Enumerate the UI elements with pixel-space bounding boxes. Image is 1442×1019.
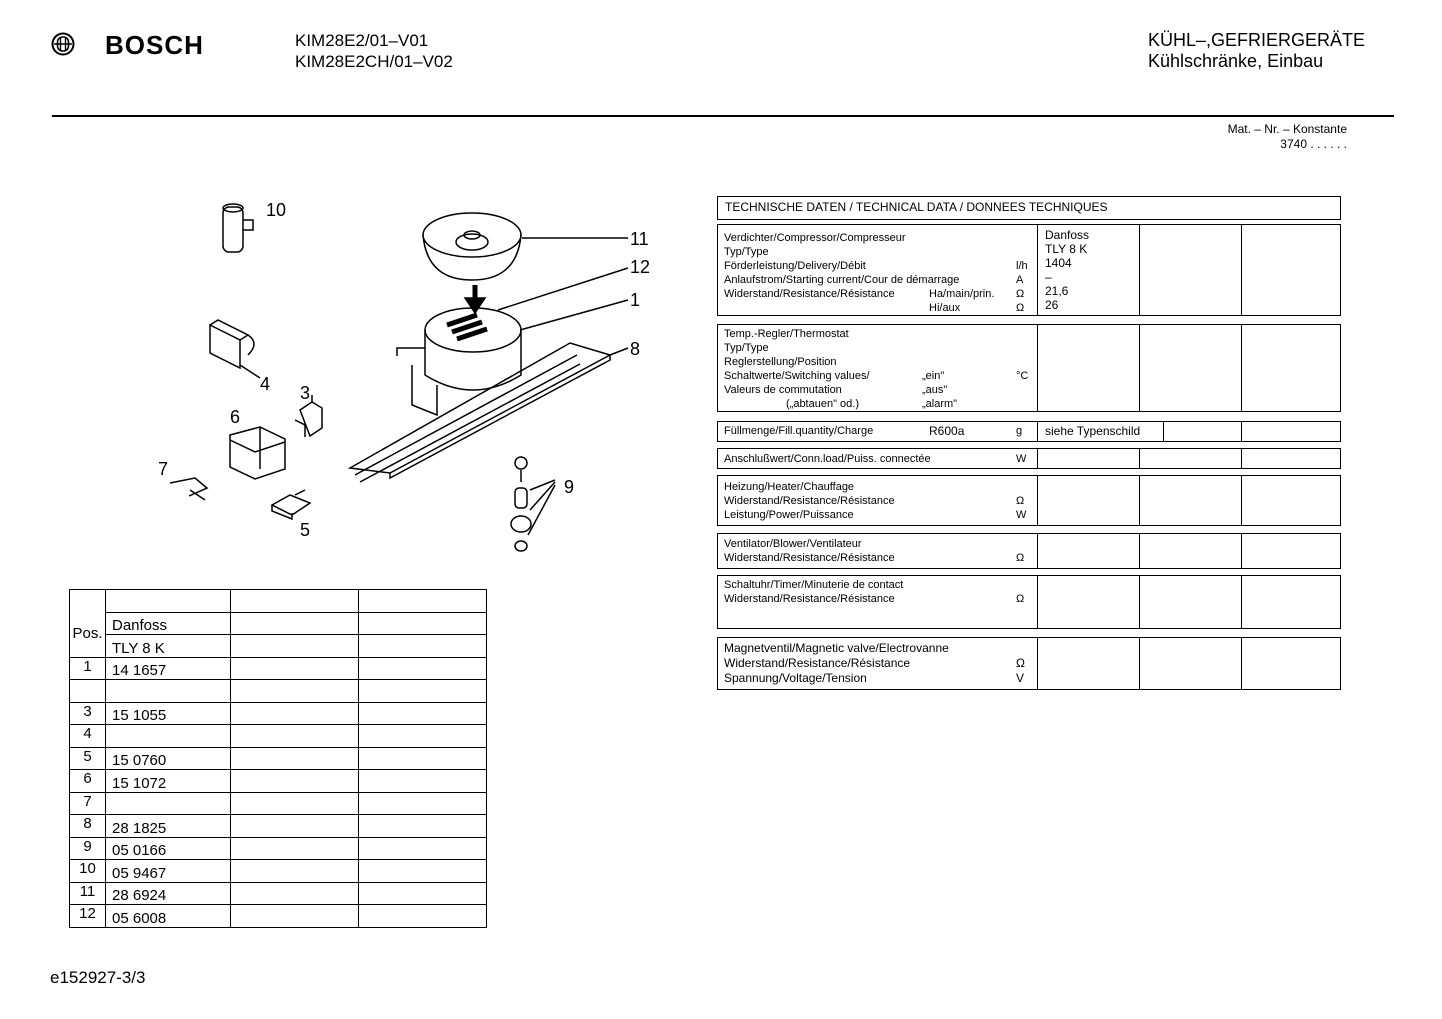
pos-cell: 8 bbox=[70, 815, 106, 838]
part-number-cell bbox=[106, 792, 231, 815]
commutation-label: Valeurs de commutation bbox=[724, 384, 842, 396]
heater-labels bbox=[718, 476, 1038, 525]
model-numbers bbox=[295, 30, 453, 72]
cell bbox=[359, 612, 487, 635]
table-row bbox=[70, 792, 487, 815]
aux-unit: Ω bbox=[1016, 302, 1025, 314]
cell bbox=[1242, 225, 1342, 315]
exploded-parts-diagram bbox=[150, 190, 670, 565]
delivery-label: Förderleistung/Delivery/Débit bbox=[724, 260, 866, 272]
cell bbox=[359, 905, 487, 928]
cell bbox=[359, 792, 487, 815]
model-line-2: KIM28E2CH/01–V02 bbox=[295, 52, 453, 71]
category-line-1: KÜHL–,GEFRIERGERÄTE bbox=[1148, 30, 1366, 50]
compressor-title: Verdichter/Compressor/Compresseur bbox=[724, 232, 906, 244]
pos-cell: 3 bbox=[70, 702, 106, 725]
cell bbox=[1164, 422, 1242, 441]
resistance-unit: Ω bbox=[1016, 552, 1025, 564]
main-resistance-value: 21,6 bbox=[1045, 284, 1069, 298]
category bbox=[1148, 30, 1365, 72]
cell bbox=[359, 590, 487, 613]
connload-labels bbox=[718, 449, 1038, 468]
resistance-label: Widerstand/Resistance/Résistance bbox=[724, 495, 895, 507]
compressor-block bbox=[717, 224, 1341, 316]
part-7-wire-clip-icon bbox=[170, 478, 207, 500]
cell bbox=[359, 702, 487, 725]
callout-12: 12 bbox=[630, 257, 651, 277]
cell bbox=[1140, 449, 1242, 468]
resistance-unit: Ω bbox=[1016, 495, 1025, 507]
pos-cell: 1 bbox=[70, 657, 106, 680]
compressor-labels bbox=[718, 225, 1038, 315]
cell bbox=[1038, 576, 1140, 628]
cell bbox=[231, 680, 359, 703]
connload-block bbox=[717, 448, 1341, 469]
cell bbox=[359, 635, 487, 658]
resistance-label: Widerstand/Resistance/Résistance bbox=[724, 656, 911, 670]
timer-labels bbox=[718, 576, 1038, 628]
part-number-cell: 15 1055 bbox=[106, 702, 231, 725]
table-row bbox=[70, 635, 487, 658]
alarm-label: „alarm" bbox=[922, 398, 958, 410]
cell bbox=[1038, 449, 1140, 468]
compressor-maker: Danfoss bbox=[1045, 228, 1090, 242]
part-11-drip-tray-icon bbox=[423, 213, 628, 280]
cell bbox=[231, 747, 359, 770]
on-label: „ein" bbox=[922, 370, 945, 382]
cell bbox=[231, 905, 359, 928]
cell bbox=[359, 725, 487, 748]
cell bbox=[359, 657, 487, 680]
table-row bbox=[70, 590, 487, 613]
valve-block bbox=[717, 637, 1341, 690]
cell bbox=[231, 882, 359, 905]
voltage-label: Spannung/Voltage/Tension bbox=[724, 671, 867, 685]
heater-block bbox=[717, 475, 1341, 526]
callout-1: 1 bbox=[630, 290, 641, 310]
table-row bbox=[70, 702, 487, 725]
connload-label: Anschlußwert/Conn.load/Puiss. connectée bbox=[724, 453, 931, 465]
pos-cell: 5 bbox=[70, 747, 106, 770]
tech-data-title: TECHNISCHE DATEN / TECHNICAL DATA / DONNEES TECHNIQUES bbox=[717, 196, 1341, 220]
cell bbox=[1140, 576, 1242, 628]
document-code: e152927-3/3 bbox=[50, 968, 146, 987]
cell bbox=[1242, 534, 1342, 568]
callout-6: 6 bbox=[230, 407, 241, 427]
model-line-1: KIM28E2/01–V01 bbox=[295, 31, 429, 50]
cell bbox=[231, 657, 359, 680]
pos-header bbox=[70, 590, 106, 658]
cell bbox=[1038, 325, 1140, 411]
pos-label: Pos. bbox=[72, 624, 103, 642]
part-number-cell bbox=[106, 680, 231, 703]
pos-cell: 10 bbox=[70, 860, 106, 883]
resistance-label: Widerstand/Resistance/Résistance bbox=[724, 288, 895, 300]
parts-table bbox=[69, 589, 487, 928]
starting-current-value: – bbox=[1045, 270, 1052, 284]
charge-label: Füllmenge/Fill.quantity/Charge bbox=[724, 425, 874, 437]
cell bbox=[359, 837, 487, 860]
pos-cell: 6 bbox=[70, 770, 106, 793]
table-row bbox=[70, 905, 487, 928]
cell bbox=[1140, 638, 1242, 689]
type-cell: TLY 8 K bbox=[106, 635, 231, 658]
table-row bbox=[70, 747, 487, 770]
callout-4: 4 bbox=[260, 374, 271, 394]
thermostat-title: Temp.-Regler/Thermostat bbox=[724, 328, 849, 340]
delivery-unit: l/h bbox=[1016, 260, 1028, 272]
resistance-unit: Ω bbox=[1016, 593, 1025, 605]
cell bbox=[359, 770, 487, 793]
header-rule bbox=[52, 115, 1394, 117]
cell bbox=[231, 860, 359, 883]
cell bbox=[1140, 325, 1242, 411]
resistance-label: Widerstand/Resistance/Résistance bbox=[724, 552, 895, 564]
table-row bbox=[70, 612, 487, 635]
voltage-unit: V bbox=[1016, 671, 1025, 685]
part-number-cell: 14 1657 bbox=[106, 657, 231, 680]
table-row bbox=[70, 657, 487, 680]
cell bbox=[231, 815, 359, 838]
blower-labels bbox=[718, 534, 1038, 568]
type-label: Typ/Type bbox=[724, 342, 769, 354]
cell bbox=[231, 590, 359, 613]
cell bbox=[1038, 638, 1140, 689]
cell bbox=[359, 882, 487, 905]
compressor-values bbox=[1038, 225, 1140, 315]
part-6-cover-icon bbox=[230, 427, 285, 479]
cell bbox=[231, 837, 359, 860]
off-label: „aus" bbox=[922, 384, 948, 396]
celsius-unit: °C bbox=[1016, 370, 1029, 382]
defrost-label: („abtauen" od.) bbox=[786, 398, 860, 410]
cell bbox=[231, 792, 359, 815]
power-label: Leistung/Power/Puissance bbox=[724, 509, 854, 521]
charge-block bbox=[717, 421, 1341, 442]
material-number bbox=[1150, 122, 1347, 152]
part-number-cell: 28 6924 bbox=[106, 882, 231, 905]
position-label: Reglerstellung/Position bbox=[724, 356, 837, 368]
cell bbox=[231, 702, 359, 725]
callout-11: 11 bbox=[630, 229, 649, 249]
pos-cell: 7 bbox=[70, 792, 106, 815]
power-unit: W bbox=[1016, 509, 1027, 521]
cell bbox=[231, 725, 359, 748]
blower-title: Ventilator/Blower/Ventilateur bbox=[724, 538, 862, 550]
table-row bbox=[70, 680, 487, 703]
charge-labels bbox=[718, 422, 1038, 441]
part-number-cell: 05 9467 bbox=[106, 860, 231, 883]
cell bbox=[359, 680, 487, 703]
thermostat-labels bbox=[718, 325, 1038, 411]
table-row bbox=[70, 815, 487, 838]
resistance-unit: Ω bbox=[1016, 656, 1025, 670]
resistance-label: Widerstand/Resistance/Résistance bbox=[724, 593, 895, 605]
pos-cell bbox=[70, 680, 106, 703]
callout-5: 5 bbox=[300, 520, 311, 540]
cell bbox=[359, 815, 487, 838]
part-number-cell: 05 0166 bbox=[106, 837, 231, 860]
cell bbox=[106, 590, 231, 613]
table-row bbox=[70, 882, 487, 905]
valve-title: Magnetventil/Magnetic valve/Electrovanne bbox=[724, 641, 949, 655]
charge-value: siehe Typenschild bbox=[1038, 422, 1164, 441]
compressor-type: TLY 8 K bbox=[1045, 242, 1088, 256]
category-line-2: Kühlschränke, Einbau bbox=[1148, 51, 1324, 71]
part-number-cell: 15 0760 bbox=[106, 747, 231, 770]
delivery-value: 1404 bbox=[1045, 256, 1072, 270]
thermostat-block bbox=[717, 324, 1341, 412]
cell bbox=[359, 747, 487, 770]
material-value: 3740 . . . . . . bbox=[1280, 137, 1347, 151]
part-8-base-plate-icon bbox=[350, 343, 628, 482]
starting-current-label: Anlaufstrom/Starting current/Cour de démarrage bbox=[724, 274, 960, 286]
type-label: Typ/Type bbox=[724, 246, 769, 258]
resistance-unit: Ω bbox=[1016, 288, 1025, 300]
material-label: Mat. – Nr. – Konstante bbox=[1227, 122, 1347, 136]
callout-9: 9 bbox=[564, 477, 575, 497]
callout-3: 3 bbox=[300, 383, 311, 403]
heater-title: Heizung/Heater/Chauffage bbox=[724, 481, 855, 493]
manufacturer-cell: Danfoss bbox=[106, 612, 231, 635]
callout-10: 10 bbox=[266, 200, 287, 220]
bosch-logo-icon bbox=[51, 32, 75, 56]
part-number-cell: 28 1825 bbox=[106, 815, 231, 838]
table-row bbox=[70, 837, 487, 860]
cell bbox=[1242, 638, 1342, 689]
part-4-relay-icon bbox=[210, 320, 260, 378]
charge-unit: g bbox=[1016, 425, 1023, 437]
refrigerant-label: R600a bbox=[929, 424, 965, 438]
connload-unit: W bbox=[1016, 453, 1027, 465]
table-row bbox=[70, 860, 487, 883]
cell bbox=[231, 635, 359, 658]
cell bbox=[1242, 449, 1342, 468]
timer-block bbox=[717, 575, 1341, 629]
cell bbox=[1242, 576, 1342, 628]
cell bbox=[1038, 476, 1140, 525]
part-1-compressor-icon bbox=[397, 268, 628, 415]
starting-current-unit: A bbox=[1016, 274, 1024, 286]
cell bbox=[359, 860, 487, 883]
switching-values-label: Schaltwerte/Switching values/ bbox=[724, 370, 870, 382]
aux-label: Hi/aux bbox=[929, 302, 961, 314]
cell bbox=[1140, 225, 1242, 315]
blower-block bbox=[717, 533, 1341, 569]
main-label: Ha/main/prin. bbox=[929, 288, 995, 300]
brand-name: BOSCH bbox=[105, 30, 204, 60]
part-5-connector-icon bbox=[272, 490, 310, 519]
pos-cell: 12 bbox=[70, 905, 106, 928]
cell bbox=[1038, 534, 1140, 568]
cell bbox=[1242, 325, 1342, 411]
valve-labels bbox=[718, 638, 1038, 689]
part-10-capacitor-icon bbox=[223, 204, 253, 252]
callout-7: 7 bbox=[158, 459, 169, 479]
callout-8: 8 bbox=[630, 339, 641, 359]
part-9-mounting-kit-icon bbox=[511, 457, 555, 551]
cell bbox=[1140, 534, 1242, 568]
pos-cell: 11 bbox=[70, 882, 106, 905]
table-row bbox=[70, 725, 487, 748]
part-number-cell: 15 1072 bbox=[106, 770, 231, 793]
table-row bbox=[70, 770, 487, 793]
cell bbox=[1242, 422, 1342, 441]
cell bbox=[231, 770, 359, 793]
cell bbox=[1242, 476, 1342, 525]
aux-resistance-value: 26 bbox=[1045, 298, 1059, 312]
pos-cell: 9 bbox=[70, 837, 106, 860]
timer-title: Schaltuhr/Timer/Minuterie de contact bbox=[724, 579, 904, 591]
cell bbox=[231, 612, 359, 635]
pos-cell: 4 bbox=[70, 725, 106, 748]
part-number-cell: 05 6008 bbox=[106, 905, 231, 928]
cell bbox=[1140, 476, 1242, 525]
part-number-cell bbox=[106, 725, 231, 748]
